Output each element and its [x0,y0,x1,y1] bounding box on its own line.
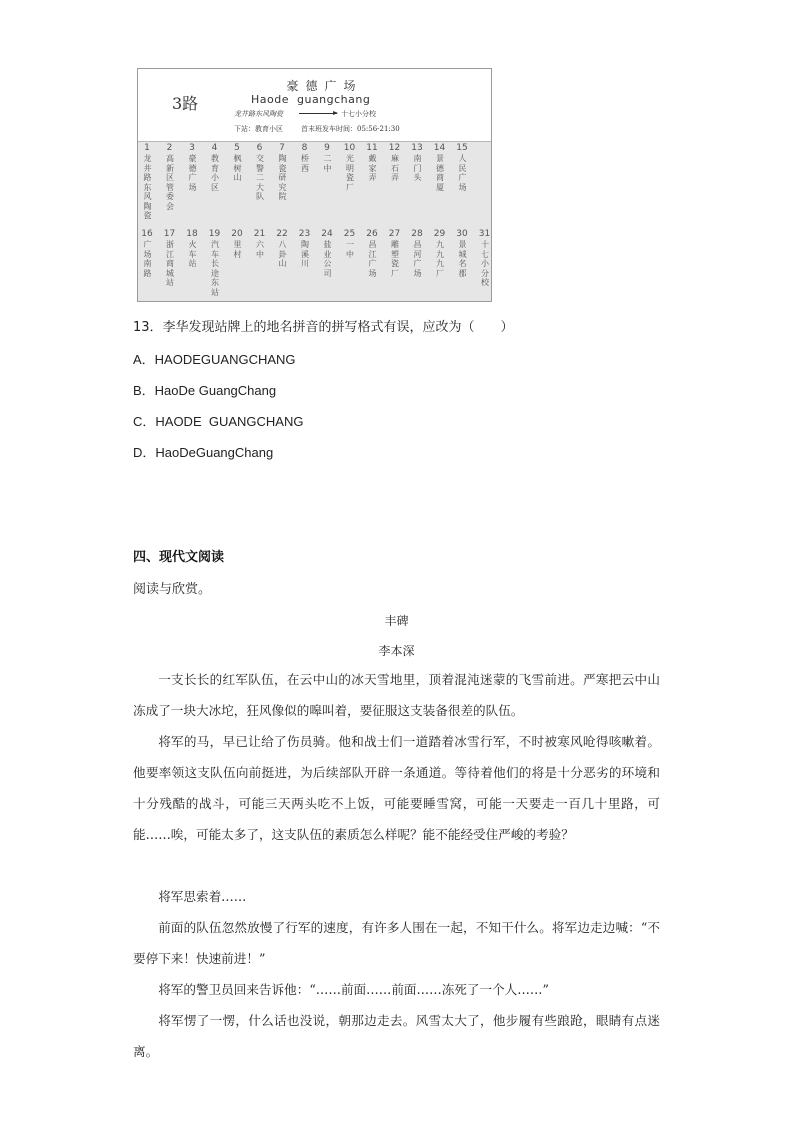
stop-item [295,229,315,269]
stop-number: 6 [256,143,263,153]
stop-item [385,143,405,183]
stop-item [160,229,180,288]
option-a: A．HAODEGUANGCHANG [133,352,296,367]
stop-item [205,143,225,192]
stop-number: 10 [343,143,356,153]
stop-number: 17 [163,229,176,239]
stop-item [250,143,270,202]
stop-item [182,229,202,269]
stop-item [227,143,247,183]
paragraph: 前面的队伍忽然放慢了行军的速度，有许多人围在一起，不知干什么。将军边走边喊：“不要停下来！快速前进！” [133,920,660,966]
stop-number: 9 [324,143,330,153]
stop-item [362,143,382,183]
stop-number: 19 [208,229,221,239]
stop-name: 人民广场 [458,154,467,192]
stop-number: 30 [456,229,468,239]
option-d: D．HaoDeGuangChang [133,445,274,460]
option-c: C．HAODE GUANGCHANG [133,414,304,429]
stop-name: 广场南路 [143,240,152,278]
stop-item [475,229,495,288]
stop-number: 11 [366,143,378,153]
stop-number: 27 [388,229,401,239]
stop-name: 景城名郡 [458,240,467,278]
paragraph: 将军愣了一愣，什么话也没说，朝那边走去。风雪太大了，他步履有些踉跄，眼睛有点迷离。 [133,1013,660,1059]
stop-name: 景德商厦 [436,154,444,192]
stop-number: 16 [141,229,153,239]
stop-name: 陶瓷研究院 [278,154,287,201]
stop-name: 浙江商城站 [166,240,174,287]
sign-header [138,69,491,142]
stop-name: 昌江广场 [368,240,377,278]
stop-number: 14 [433,143,446,153]
direction-from: 龙井路东风陶瓷 [234,110,283,118]
stop-item [317,229,337,278]
stop-item [137,229,157,278]
stop-name: 高新区管委会 [166,154,174,211]
stop-item [272,229,292,269]
stop-name: 盐业公司 [323,240,332,278]
route-number: 3路 [172,94,199,113]
stop-item [182,143,202,192]
next-stop: 下站：教育小区 [234,125,283,133]
stop-number: 8 [301,143,308,153]
section-title: 四、现代文阅读 [133,550,225,565]
stop-name: 南门头 [413,154,422,182]
stop-number: 22 [276,229,288,239]
stop-number: 20 [231,229,243,239]
stop-item [272,143,292,202]
stop-item [205,229,225,297]
bus-stop-sign [137,68,492,302]
stop-name: 八卦山 [278,240,287,268]
stop-number: 4 [211,143,218,153]
stop-name: 豪德广场 [188,154,197,192]
paragraph: 一支长长的红军队伍，在云中山的冰天雪地里，顶着混沌迷蒙的飞雪前进。严寒把云中山冻成了一块大冰坨，狂风像似的嗥叫着，要征服这支装备很差的队伍。 [133,672,660,718]
stop-item [160,143,180,211]
stop-item [340,229,360,259]
stop-item [452,143,472,192]
station-name-cn: 豪德广场 [286,79,363,93]
stop-number: 18 [186,229,198,239]
first-last-time: 首末班发车时间：05:56-21:30 [301,125,400,133]
stop-name: 光明瓷厂 [346,154,354,192]
stop-name: 十七小分校 [481,240,489,287]
article-author: 李本深 [378,644,415,658]
stop-item [407,229,427,278]
stop-name: 汽车长途东站 [211,240,219,297]
stop-name: 二中 [323,154,332,173]
station-name-pinyin: Haode guangchang [251,93,371,106]
stop-name: 交警二大队 [256,154,264,201]
stop-item [295,143,315,173]
stop-number: 3 [189,143,195,153]
stop-name: 六中 [256,240,264,259]
stop-item [227,229,247,259]
stop-name: 麻石弄 [391,154,399,182]
stop-name: 教育小区 [211,154,219,192]
stop-number: 5 [234,143,240,153]
stop-number: 25 [343,229,356,239]
stop-number: 24 [321,229,333,239]
stop-name: 昌河广场 [413,240,422,278]
stop-name: 雕塑瓷厂 [391,240,399,278]
stop-name: 一中 [346,240,354,259]
stop-item [452,229,472,278]
stop-number: 1 [144,143,150,153]
stop-item [317,143,337,173]
stop-name: 桥西 [301,154,309,173]
stop-item [362,229,382,278]
question-text: 13．李华发现站牌上的地名拼音的拼写格式有误，应改为（ ） [133,320,514,335]
paragraph: 将军的马，早已让给了伤员骑。他和战士们一道踏着冰雪行军，不时被寒风呛得咳嗽着。他要率领这支队伍向前挺进，为后续部队开辟一条通道。等待着他们的将是十分恶劣的环境和十分残酷的战斗，可能三天两头吃不上饭，可能要睡雪窝，可能一天要走一百几十里路，可能……唉，可能太多了，这支队伍的素质怎么样呢？能不能经受住严峻的考验？ [133,734,660,842]
option-b: B．HaoDe GuangChang [133,383,277,398]
stop-name: 里村 [233,240,242,259]
stop-number: 28 [411,229,423,239]
stop-number: 21 [253,229,266,239]
stop-item [407,143,427,183]
stop-name: 戴家弄 [368,154,377,182]
section-subtitle: 阅读与欣赏。 [133,582,212,597]
paragraph: 将军的警卫员回来告诉他：“……前面……前面……冻死了一个人……” [158,982,549,997]
stop-name: 陶溪川 [301,240,309,268]
stop-name: 枫树山 [233,154,242,182]
paragraph: 将军思索着…… [158,889,247,904]
direction-arrow-icon [299,113,337,114]
stop-number: 13 [411,143,423,153]
stop-item [385,229,405,278]
stop-item [430,143,450,192]
stop-item [250,229,270,259]
stop-number: 12 [388,143,401,153]
stop-number: 26 [366,229,378,239]
stop-name: 九九九厂 [436,240,444,278]
stop-number: 2 [166,143,173,153]
stop-item [340,143,360,192]
stop-name: 火车站 [188,240,197,268]
stop-name: 龙井路东风陶瓷 [143,154,152,220]
stop-number: 15 [456,143,468,153]
direction-to: 十七小分校 [341,110,376,118]
stop-number: 29 [433,229,446,239]
stop-number: 31 [478,229,491,239]
stop-item [137,143,157,221]
stop-item [430,229,450,278]
article-title: 丰碑 [384,614,409,628]
stop-number: 7 [279,143,285,153]
stop-number: 23 [298,229,311,239]
